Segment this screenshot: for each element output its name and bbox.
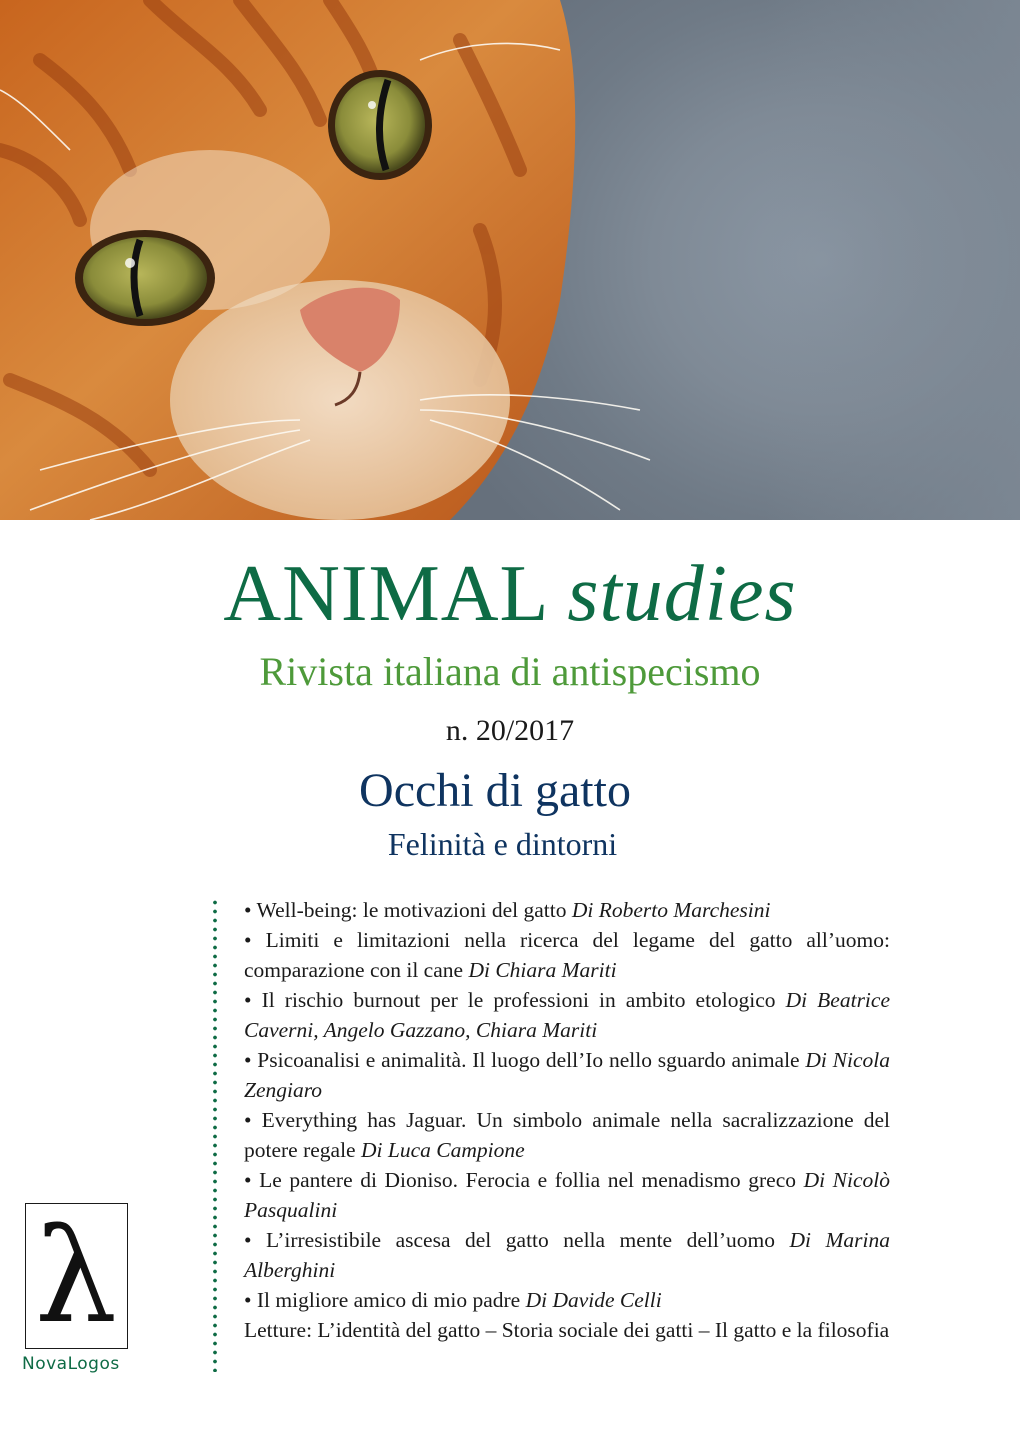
table-of-contents bbox=[244, 895, 890, 1345]
issue-subtitle-text: Felinità e dintorni bbox=[387, 826, 618, 862]
toc-title: • Well-being: le motivazioni del gatto bbox=[244, 898, 572, 922]
toc-title: • Psicoanalisi e animalità. Il luogo dell’Io nello sguardo animale bbox=[244, 1048, 806, 1072]
toc-entry bbox=[244, 1045, 890, 1105]
toc-entry bbox=[244, 925, 890, 985]
toc-title: • Everything has Jaguar. Un simbolo animale nella sacralizzazione del potere regale bbox=[244, 1108, 890, 1162]
journal-subtitle: Rivista italiana di antispecismo bbox=[259, 649, 761, 694]
toc-entry bbox=[244, 1105, 890, 1165]
cover-photo bbox=[0, 0, 1020, 520]
toc-title: • Limiti e limitazioni nella ricerca del legame del gatto all’uomo: comparazione con il cane bbox=[244, 928, 890, 982]
toc-title: Letture: L’identità del gatto – Storia sociale dei gatti – Il gatto e la filosofia bbox=[244, 1318, 890, 1342]
journal-title bbox=[0, 548, 1020, 640]
toc-entry bbox=[244, 1165, 890, 1225]
toc-title: • L’irresistibile ascesa del gatto nella mente dell’uomo bbox=[244, 1228, 790, 1252]
issue-title bbox=[0, 762, 1020, 820]
toc-title: • Il rischio burnout per le professioni in ambito etologico bbox=[244, 988, 786, 1012]
toc-title: • Il migliore amico di mio padre bbox=[244, 1288, 526, 1312]
toc-author: Di Beatrice Caverni, Angelo Gazzano, Chiara Mariti bbox=[244, 988, 890, 1042]
toc-author: Di Nicolò Pasqualini bbox=[244, 1168, 890, 1222]
toc-entry bbox=[244, 1225, 890, 1285]
journal-title-main: ANIMAL bbox=[223, 550, 547, 638]
issue-title-text: Occhi di gatto bbox=[359, 764, 631, 817]
cat-illustration bbox=[0, 0, 1020, 520]
lambda-icon: λ bbox=[34, 1200, 118, 1352]
dotted-divider bbox=[213, 898, 217, 1372]
toc-author: Di Chiara Mariti bbox=[468, 958, 617, 982]
journal-title-italic: studies bbox=[567, 550, 797, 638]
publisher-name: NovaLogos bbox=[22, 1354, 120, 1374]
issue-number: n. 20/2017 bbox=[445, 714, 575, 747]
toc-author: Di Nicola Zengiaro bbox=[244, 1048, 890, 1102]
toc-author: Di Luca Campione bbox=[360, 1138, 525, 1162]
publisher-logo bbox=[25, 1200, 128, 1352]
toc-author: Di Davide Celli bbox=[525, 1288, 662, 1312]
toc-readings bbox=[244, 1315, 890, 1345]
toc-title: • Le pantere di Dioniso. Ferocia e follia nel menadismo greco bbox=[244, 1168, 804, 1192]
toc-entry bbox=[244, 895, 890, 925]
toc-entry bbox=[244, 1285, 890, 1315]
issue-subtitle bbox=[0, 824, 1020, 864]
toc-author: Di Marina Alberghini bbox=[244, 1228, 890, 1282]
toc-author: Di Roberto Marchesini bbox=[571, 898, 771, 922]
toc-entry bbox=[244, 985, 890, 1045]
